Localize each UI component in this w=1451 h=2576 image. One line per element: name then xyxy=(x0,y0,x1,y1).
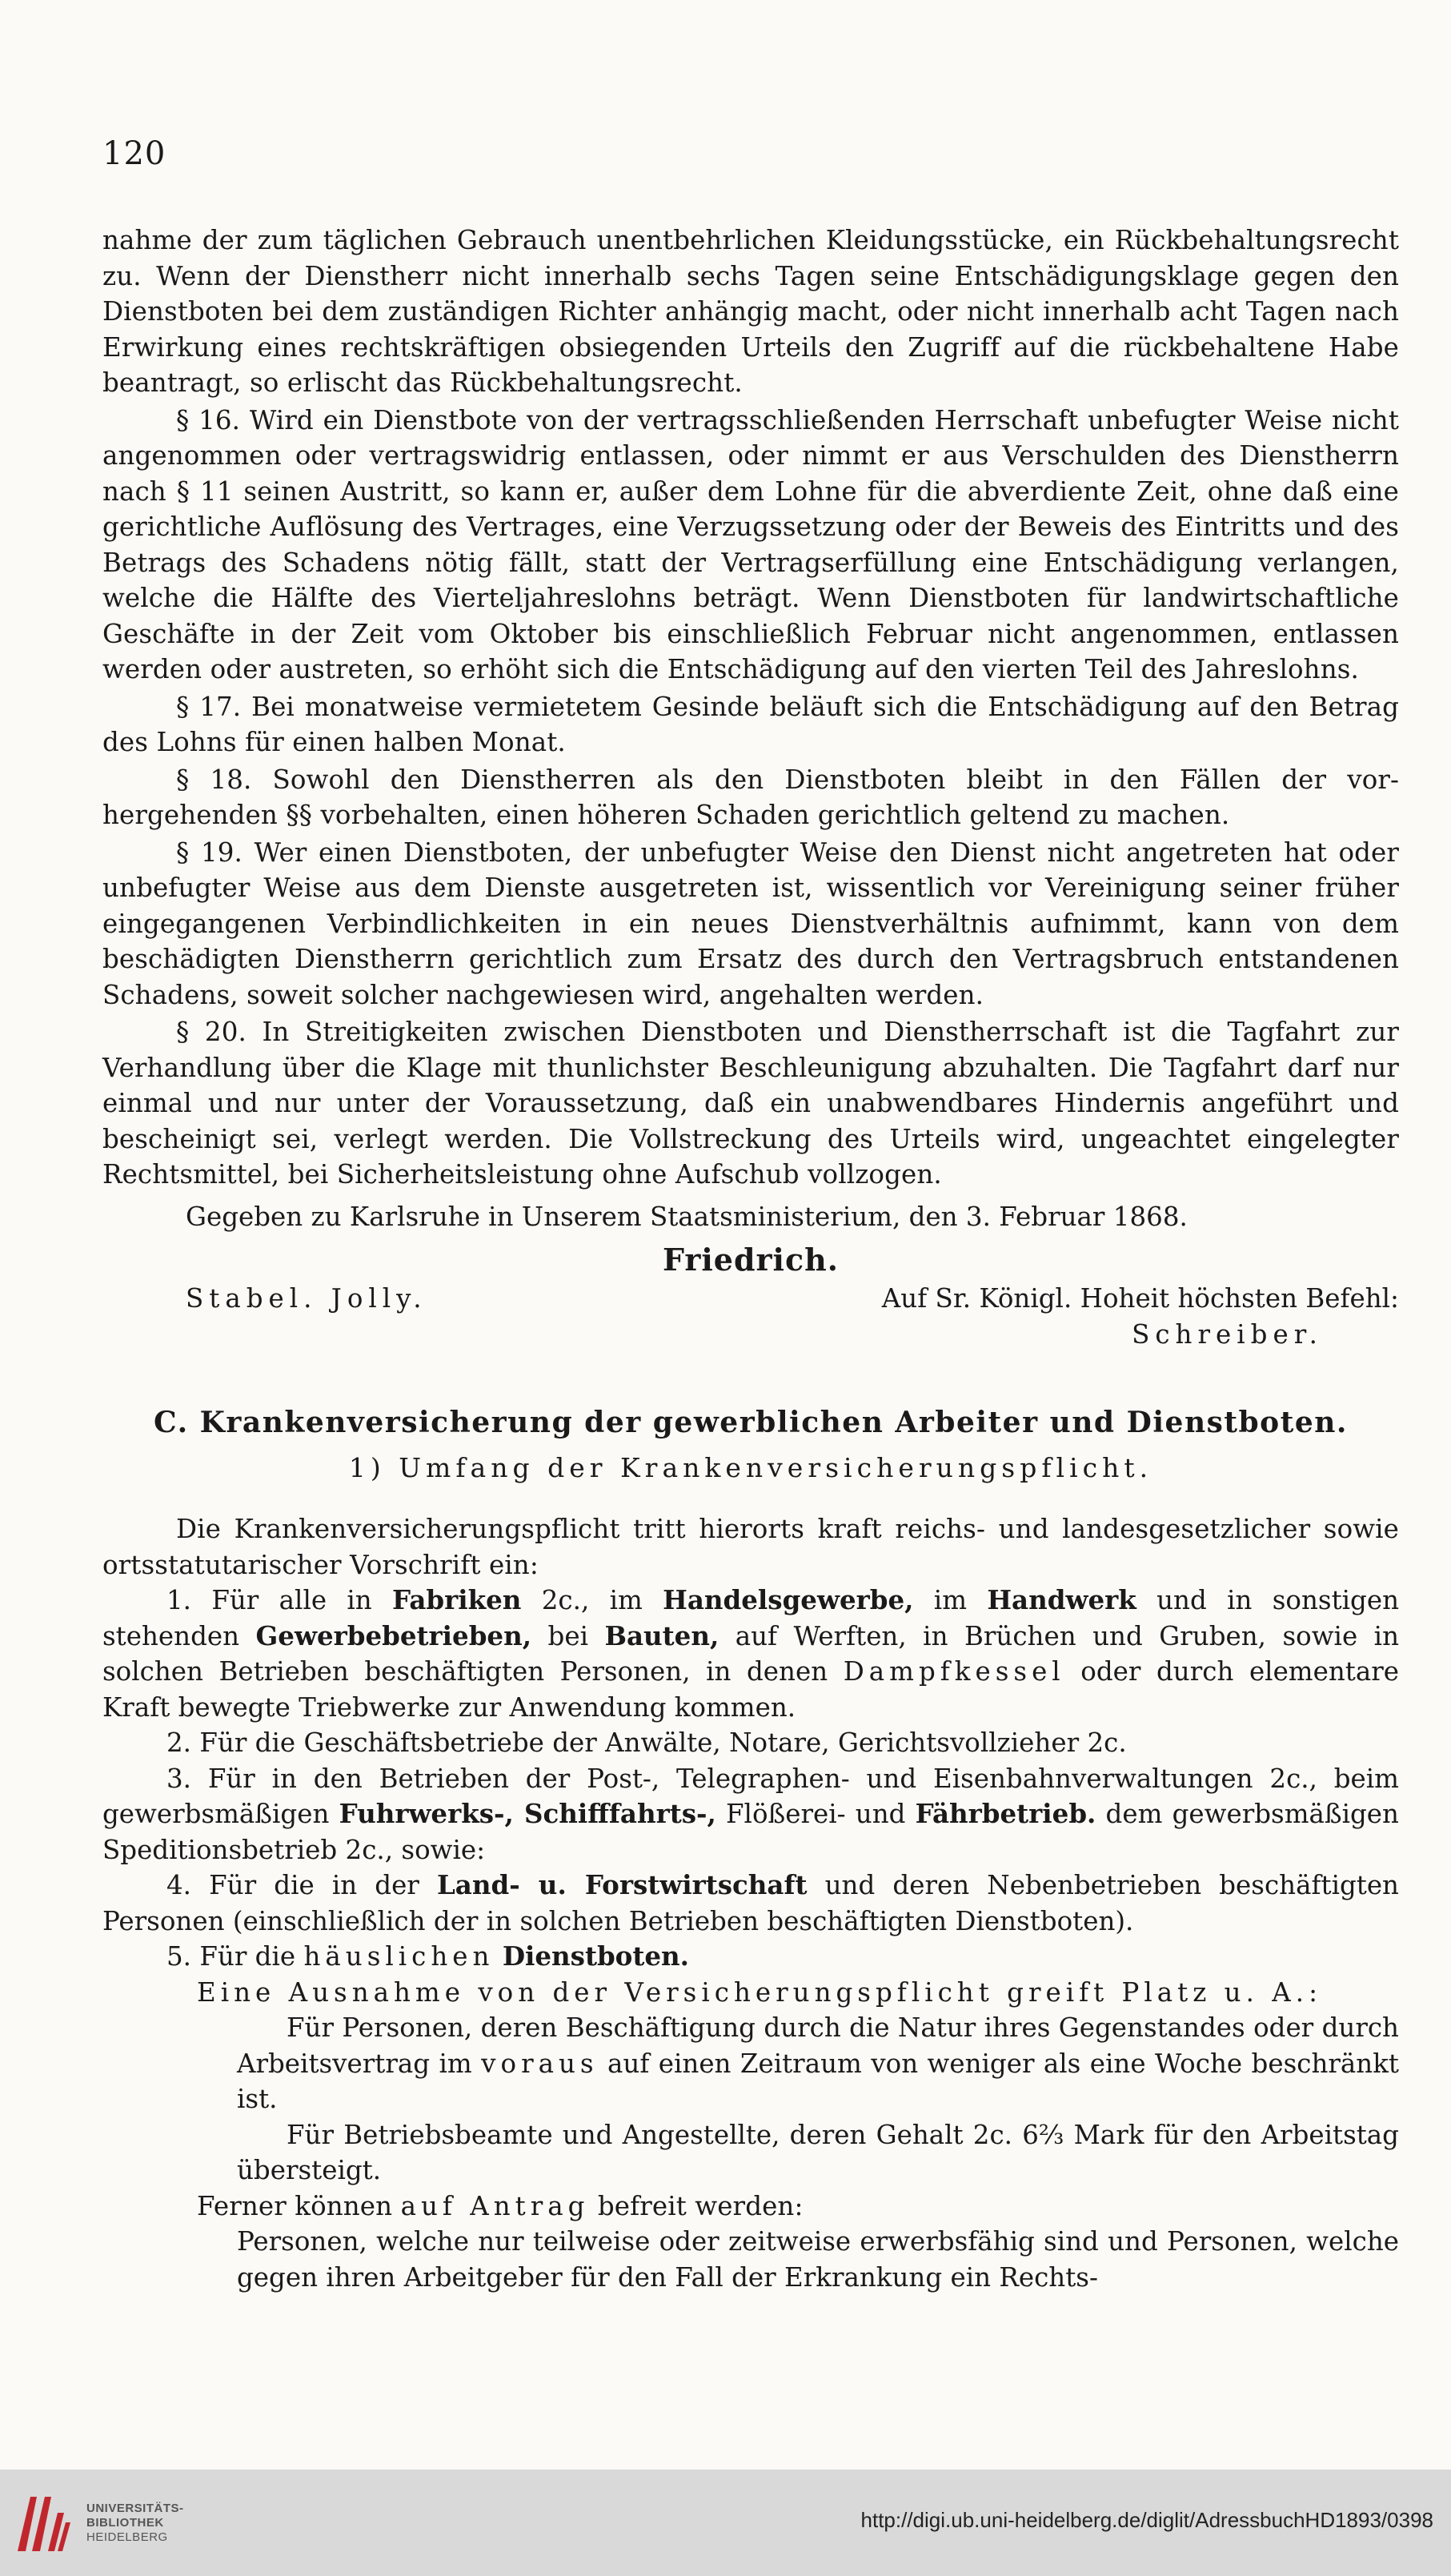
paragraph-section-16: § 16. Wird ein Dienstbote von der vertragsschließenden Herrschaft unbefugter Weise nicht angenommen oder vertragswidrig entlassen, oder nimmt er aus Verschulden des Dienstherrn nach § 11 seinen Austritt, so kann er, außer dem Lohne für die abverdiente Zeit, ohne daß eine gerichtliche Auflösung des Vertrages, eine Verzugssetzung oder der Beweis des Eintritts und des Betrags des Schadens nötig fällt, statt der Vertragserfüllung eine Entschädigung verlangen, welche die Hälfte des Vierteljahreslohns beträgt. Wenn Dienstboten für landwirtschaftliche Geschäfte in der Zeit vom Oktober bis einschließlich Februar nicht angenommen, entlassen werden oder austreten, so erhöht sich die Entschädigung auf den vierten Teil des Jahreslohns. xyxy=(102,404,1399,684)
exceptions-heading: Eine Ausnahme von der Versicherungspflicht greift Platz u. A.: xyxy=(197,1976,1323,2008)
paragraph-section-19: § 19. Wer einen Dienstboten, der unbefugter Weise den Dienst nicht angetreten hat oder unbefugter Weise aus dem Dienste ausgetreten ist, wissentlich vor Vereinigung seiner früher eingegangenen Verbindlichkeiten in ein neues Dienstverhältnis aufnimmt, kann von dem beschädigten Dienstherrn gerichtlich zum Ersatz des durch den Vertragsbruch entstandenen Schadens, soweit solcher nachgewiesen wird, angehalten werden. xyxy=(102,837,1399,1010)
page-content xyxy=(102,223,1399,2295)
paragraph-section-18: § 18. Sowohl den Dienstherren als den Dienstboten bleibt in den Fällen der vorhergehenden §§ vorbehalten, einen höheren Schaden gerichtlich geltend zu machen. xyxy=(102,764,1399,830)
list-item-2: 2. Für die Geschäftsbetriebe der Anwälte, Notare, Gerichtsvollzieher 2c. xyxy=(166,1727,1127,1758)
logo-line-1: UNIVERSITÄTS- xyxy=(86,2502,184,2515)
library-logo[interactable] xyxy=(13,2481,221,2565)
attest-line: Auf Sr. Königl. Hoheit höchsten Befehl: xyxy=(881,1283,1399,1314)
attest-name: Schreiber. xyxy=(1132,1318,1323,1350)
list-item-5: 5. Für die häuslichen Dienstboten. xyxy=(166,1940,689,1972)
paragraph-section-17: § 17. Bei monatweise vermietetem Gesinde beläuft sich die Entschädigung auf den Betrag des Lohns für einen halben Monat. xyxy=(102,691,1399,757)
opening-paragraph: nahme der zum täglichen Gebrauch unentbehrlichen Kleidungsstücke, ein Rückbehaltungsrecht zu. Wenn der Dienstherr nicht innerhalb sechs Tagen seine Entschädigungsklage gegen den Dienstboten bei dem zuständigen Richter anhängig macht, oder nicht innerhalb acht Tagen nach Erwirkung eines rechtskräftigen obsiegenden Urteils den Zugriff auf die rückbehaltene Habe beantragt, so erlischt das Rückbehaltungsrecht. xyxy=(102,225,1399,398)
library-seal-icon xyxy=(13,2489,75,2558)
signatories-right xyxy=(882,1281,1399,1352)
section-heading: C. Krankenversicherung der gewerblichen Arbeiter und Dienstboten. xyxy=(154,1406,1348,1439)
paragraph-section-20: § 20. In Streitigkeiten zwischen Dienstboten und Dienstherrschaft ist die Tagfahrt zur Verhandlung über die Klage mit thunlichster Beschleunigung abzuhalten. Die Tagfahrt darf nur einmal und nur unter der Voraussetzung, daß ein unabwendbares Hindernis angeführt und bescheinigt sei, verlegt werden. Die Vollstreckung des Urteils wird, ungeachtet eingelegter Rechtsmittel, bei Sicherheitsleistung ohne Aufschub vollzogen. xyxy=(102,1017,1399,1190)
signature-name: Friedrich. xyxy=(663,1242,839,1278)
list-item-3: 3. Für in den Betrieben der Post-, Telegraphen- und Eisenbahnverwaltungen 2c., beim gewerbsmäßigen Fuhrwerks-, Schifffahrts-, Flößerei- und Fährbetrieb. dem gewerbsmäßigen Speditionsbetrieb 2c., sowie: xyxy=(102,1763,1399,1865)
intro-paragraph: Die Krankenversicherungspflicht tritt hierorts kraft reichs- und landesgesetzlicher sowie ortsstatutarischer Vorschrift ein: xyxy=(102,1514,1399,1580)
exception-item-2: Für Betriebsbeamte und Angestellte, deren Gehalt 2c. 6⅔ Mark für den Arbeitstag übersteigt. xyxy=(237,2119,1399,2185)
library-logo-text xyxy=(86,2502,184,2545)
footer-bar xyxy=(0,2470,1451,2576)
logo-line-3: HEIDELBERG xyxy=(86,2530,168,2544)
exception-item-1: Für Personen, deren Beschäftigung durch die Natur ihres Gegenstandes oder durch Arbeitsvertrag im voraus auf einen Zeitraum von weniger als eine Woche beschränkt ist. xyxy=(237,2012,1399,2114)
page-number: 120 xyxy=(102,135,166,172)
exemption-heading: Ferner können auf Antrag befreit werden: xyxy=(197,2190,804,2221)
logo-line-2: BIBLIOTHEK xyxy=(86,2516,164,2530)
signatories-left: Stabel. Jolly. xyxy=(186,1283,427,1314)
signatories xyxy=(102,1281,1399,1358)
list-item-1: 1. Für alle in Fabriken 2c., im Handelsgewerbe, im Handwerk und in sonstigen stehenden Gewerbebetrieben, bei Bauten, auf Werften, in Brüchen und Gruben, sowie in solchen Betrieben beschäftigten Personen, in denen Dampfkessel oder durch elementare Kraft bewegte Triebwerke zur Anwendung kommen. xyxy=(102,1584,1400,1723)
list-item-4: 4. Für die in der Land- u. Forstwirtschaft und deren Nebenbetrieben beschäftigten Personen (einschließlich der in solchen Betrieben beschäftigten Dienstboten). xyxy=(102,1869,1399,1936)
final-paragraph: Personen, welche nur teilweise oder zeitweise erwerbsfähig sind und Personen, welche gegen ihren Arbeitgeber für den Fall der Erkrankung ein Rechts- xyxy=(237,2226,1399,2293)
sub-heading: 1) Umfang der Krankenversicherungspflicht. xyxy=(348,1452,1153,1483)
date-line: Gegeben zu Karlsruhe in Unserem Staatsministerium, den 3. Februar 1868. xyxy=(186,1201,1188,1232)
source-url-link[interactable]: http://digi.ub.uni-heidelberg.de/diglit/AdressbuchHD1893/0398 xyxy=(860,2508,1433,2532)
